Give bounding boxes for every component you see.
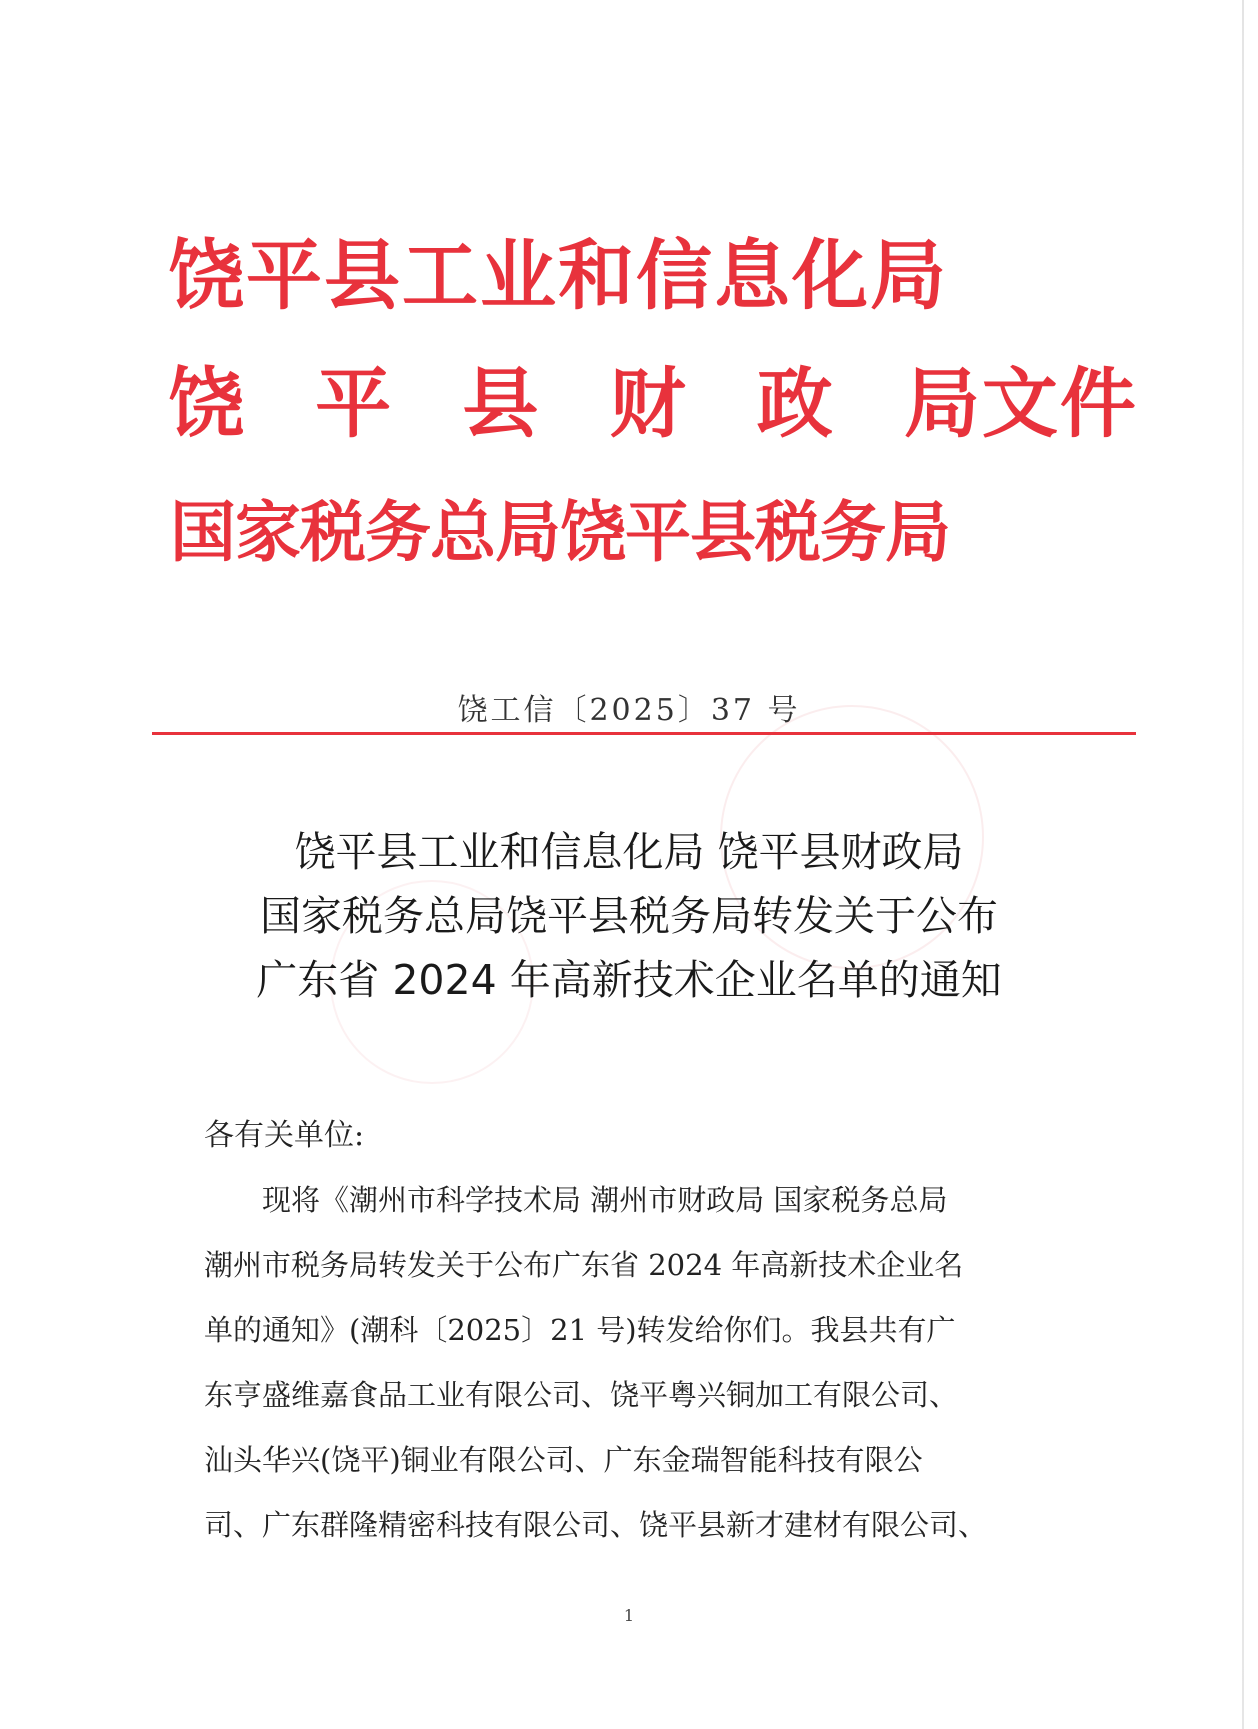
header-line-tax-bureau: 国家税务总局饶平县税务局: [170, 494, 950, 571]
body-line: 汕头华兴(饶平)铜业有限公司、广东金瑞智能科技有限公: [204, 1443, 923, 1477]
header-tail: 局文件: [903, 359, 1138, 448]
body-paragraph: [204, 1168, 1084, 1558]
body-line: 单的通知》(潮科〔2025〕21 号)转发给你们。我县共有广: [204, 1313, 956, 1347]
body-line: 司、广东群隆精密科技有限公司、饶平县新才建材有限公司、: [204, 1508, 988, 1542]
document-number: 饶工信〔2025〕37 号: [457, 693, 801, 728]
document-title: [0, 820, 1258, 1012]
body-line: 东亨盛维嘉食品工业有限公司、饶平粤兴铜加工有限公司、: [204, 1378, 959, 1412]
title-line: 饶平县工业和信息化局 饶平县财政局: [294, 828, 964, 876]
header-line-industry-bureau: 饶平县工业和信息化局: [168, 231, 948, 320]
red-divider: [152, 732, 1136, 735]
salutation: 各有关单位:: [204, 1118, 365, 1153]
body-line: 现将《潮州市科学技术局 潮州市财政局 国家税务总局: [262, 1183, 948, 1217]
header-char: 政: [756, 359, 833, 448]
title-line: 广东省 2024 年高新技术企业名单的通知: [256, 956, 1002, 1004]
body-line: 潮州市税务局转发关于公布广东省 2024 年高新技术企业名: [204, 1248, 964, 1282]
page-number: 1: [623, 1606, 635, 1625]
header-line-finance-bureau: [168, 359, 1138, 448]
header-char: 财: [609, 359, 686, 448]
title-line: 国家税务总局饶平县税务局转发关于公布: [260, 892, 998, 940]
header-char: 县: [462, 359, 539, 448]
header-char: 平: [315, 359, 392, 448]
header-char: 饶: [168, 359, 244, 448]
